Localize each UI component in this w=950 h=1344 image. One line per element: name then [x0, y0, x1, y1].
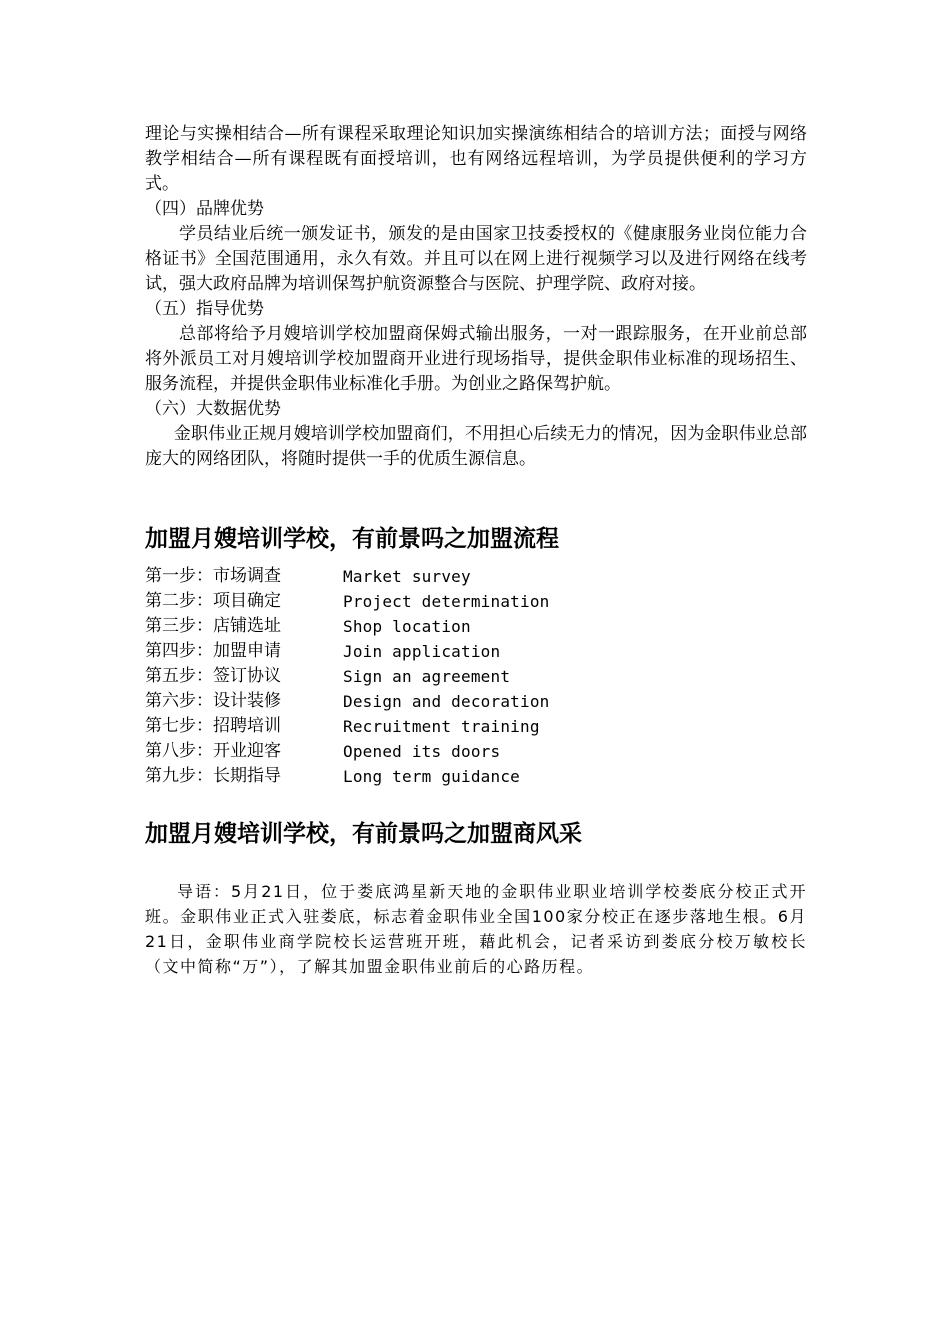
advantage-heading-brand: （四）品牌优势 — [145, 199, 264, 219]
process-step-en: Join application — [343, 642, 501, 661]
process-step — [145, 664, 807, 689]
process-step-en: Project determination — [343, 592, 550, 611]
process-step — [145, 564, 807, 589]
process-step-cn: 第三步：店铺选址 — [145, 616, 281, 636]
process-step — [145, 714, 807, 739]
process-step-cn: 第九步：长期指导 — [145, 766, 281, 786]
process-step — [145, 764, 807, 789]
process-step-en: Market survey — [343, 567, 471, 586]
process-step-cn: 第六步：设计装修 — [145, 691, 281, 711]
process-step-en: Recruitment training — [343, 717, 540, 736]
process-step — [145, 639, 807, 664]
process-step-en: Design and decoration — [343, 692, 550, 711]
process-step-en: Shop location — [343, 617, 471, 636]
process-step-cn: 第二步：项目确定 — [145, 591, 281, 611]
franchisee-lead-paragraph: 导语：5月21日，位于娄底鸿星新天地的金职伟业职业培训学校娄底分校正式开班。金职伟业正式入驻娄底，标志着金职伟业全国100家分校正在逐步落地生根。6月21日，金职伟业商学院校长运营班开班，藉此机会，记者采访到娄底分校万敏校长（文中简称“万”），了解其加盟金职伟业前后的心路历程。 — [145, 882, 807, 976]
process-step-cn: 第一步：市场调查 — [145, 566, 281, 586]
advantage-heading-guidance: （五）指导优势 — [145, 299, 264, 319]
advantage-body-brand: 学员结业后统一颁发证书，颁发的是由国家卫技委授权的《健康服务业岗位能力合格证书》全国范围通用，永久有效。并且可以在网上进行视频学习以及进行网络在线考试，强大政府品牌为培训保驾护航资源整合与医院、护理学院、政府对接。 — [145, 224, 807, 294]
process-step — [145, 589, 807, 614]
process-step-cn: 第七步：招聘培训 — [145, 716, 281, 736]
process-step-cn: 第四步：加盟申请 — [145, 641, 281, 661]
document-page — [145, 122, 807, 979]
advantage-body-bigdata: 金职伟业正规月嫂培训学校加盟商们，不用担心后续无力的情况，因为金职伟业总部庞大的网络团队，将随时提供一手的优质生源信息。 — [145, 424, 807, 469]
intro-paragraph: 理论与实操相结合—所有课程采取理论知识加实操演练相结合的培训方法；面授与网络教学相结合—所有课程既有面授培训，也有网络远程培训，为学员提供便利的学习方式。 — [145, 124, 807, 194]
process-step-en: Sign an agreement — [343, 667, 511, 686]
process-step — [145, 739, 807, 764]
franchisee-section-title: 加盟月嫂培训学校，有前景吗之加盟商风采 — [145, 821, 582, 847]
advantage-heading-bigdata: （六）大数据优势 — [145, 399, 281, 419]
process-step — [145, 614, 807, 639]
process-step-en: Long term guidance — [343, 767, 520, 786]
process-step-cn: 第五步：签订协议 — [145, 666, 281, 686]
process-step-en: Opened its doors — [343, 742, 501, 761]
process-step-list — [145, 564, 807, 789]
process-section-title: 加盟月嫂培训学校，有前景吗之加盟流程 — [145, 526, 559, 552]
process-step-cn: 第八步：开业迎客 — [145, 741, 281, 761]
process-step — [145, 689, 807, 714]
advantage-body-guidance: 总部将给予月嫂培训学校加盟商保姆式输出服务，一对一跟踪服务，在开业前总部将外派员工对月嫂培训学校加盟商开业进行现场指导，提供金职伟业标准的现场招生、服务流程，并提供金职伟业标准化手册。为创业之路保驾护航。 — [145, 324, 807, 394]
